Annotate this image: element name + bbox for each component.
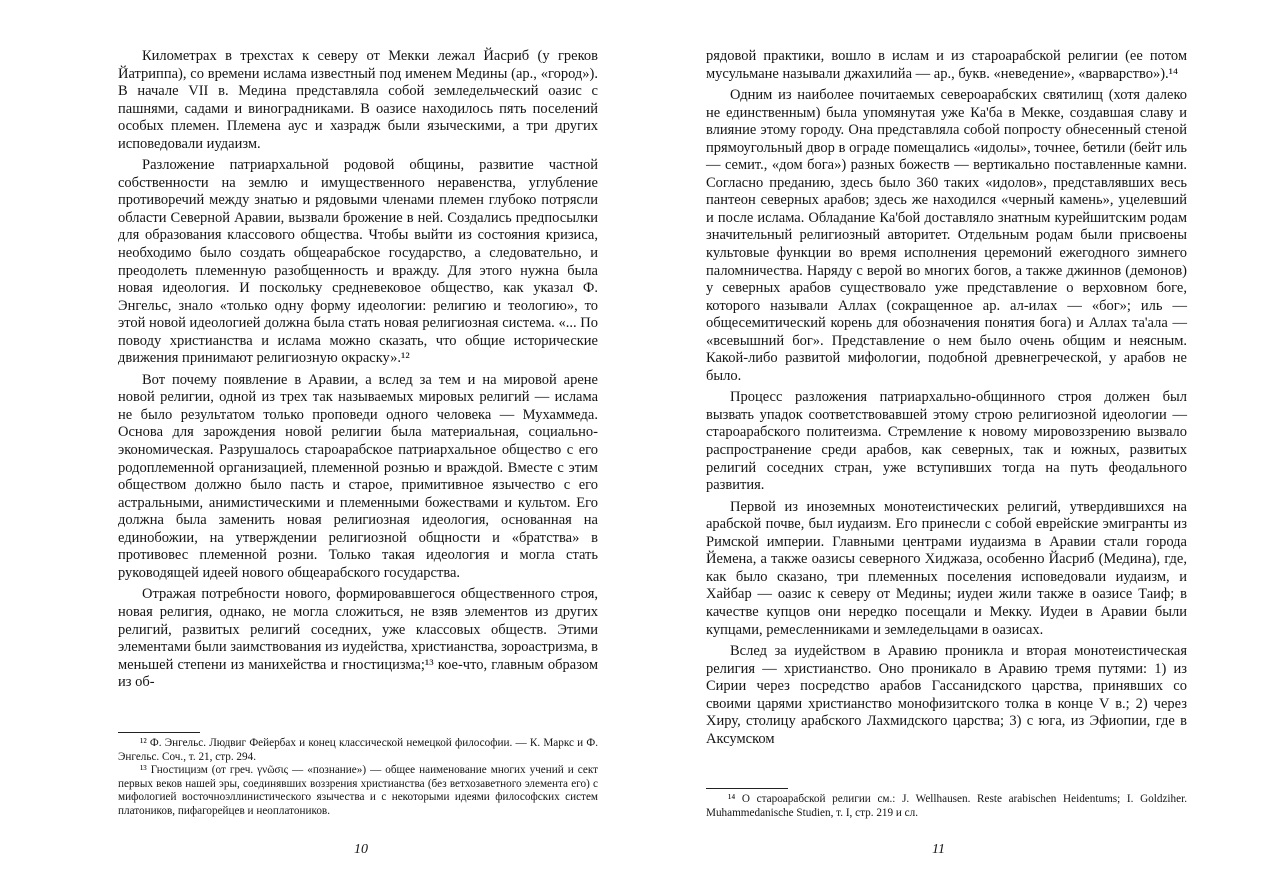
paragraph: Процесс разложения патриархально-общинного строя должен был вызвать упадок соответствовавшей этому строю религиозной идеологии — староарабского политеизма. Стремление к новому мировоззрению вызвало распространение среди арабов, как северных, так и южных, развитых религий соседних стран, уже вступивших тогда на путь феодального развития. [706, 389, 1187, 494]
page-number: 11 [932, 842, 945, 857]
footnote-divider [706, 788, 788, 789]
footnote: ¹³ Гностицизм (от греч. γνῶσις — «познание») — общее наименование многих учений и сект первых веков нашей эры, соединявших воззрения христианства (без ветхозаветного элемента его) с мифологией восточноэллинистического язычества и с некоторыми идеями философских систем платоников, пифагорейцев и неоплатоников. [118, 764, 598, 817]
paragraph: Вслед за иудейством в Аравию проникла и вторая монотеистическая религия — христианство. Оно проникало в Аравию тремя путями: 1) из Сирии через посредство арабов Гассанидского царства, принявших со своими царями христианство монофизитского толка в конце V в.; 2) через Хиру, столицу арабского Лахмидского царства; 3) с юга, из Эфиопии, где в Аксумском [706, 643, 1187, 747]
paragraph: Одним из наиболее почитаемых североарабских святилищ (хотя далеко не единственным) была упомянутая уже Ка'ба в Мекке, создавшая славу и влияние этому городу. Она представляла собой попросту обнесенный стеной прямоугольный двор в ограде помещались «идолы», точнее, бетили (бейт иль — семит., «дом бога») разных божеств — вертикально поставленные камни. Согласно преданию, здесь было 360 таких «идолов», представлявших весь пантеон северных арабов; здесь же находился «черный камень», уцелевший и после ислама. Обладание Ка'бой доставляло знатным курейшитским родам значительный религиозный авторитет. Отдельным родам были присвоены культовые функции во время исполнения церемоний ежегодного зимнего паломничества. Наряду с верой во многих богов, а также джиннов (демонов) у северных арабов существовало уже представление о верховном боге, которого называли Аллах (сокращенное ар. ал-илах — «бог»; иль — общесемитический корень для обозначения понятия бога) и Аллах та'ала — «всевышний бог». Представление о нем было очень общим и неясным. Какой-либо развитой мифологии, подобной древнегреческой, у арабов не было. [706, 87, 1187, 384]
right-page-body [706, 48, 1187, 748]
paragraph: Разложение патриархальной родовой общины, развитие частной собственности на землю и имущественного неравенства, углубление противоречий между знатью и рядовыми членами племен глубоко потрясли области Северной Аравии, вызвали брожение в ней. Создались предпосылки для образования классового общества. Чтобы выйти из состояния кризиса, необходимо было создать общеарабское государство, а следовательно, и преодолеть племенную разобщенность и вражду. Для этого нужна была новая идеология. И поскольку средневековое общество, как указал Ф. Энгельс, знало «только одну форму идеологии: религию и теологию», то этой новой идеологией должна была стать новая религиозная система. «... По поводу христианства и ислама можно сказать, что общие исторические движения принимают религиозную окраску».¹² [118, 157, 598, 367]
footnote: ¹⁴ О староарабской религии см.: J. Wellhausen. Reste arabischen Heidentums; I. Goldziher. Muhammedanische Studien, т. I, стр. 219 и сл. [706, 793, 1187, 819]
left-page [118, 0, 598, 888]
left-page-body [118, 48, 598, 692]
right-page [706, 0, 1187, 888]
paragraph: Вот почему появление в Аравии, а вслед за тем и на мировой арене новой религии, одной из трех так называемых мировых религий — ислама не было результатом только проповеди одного человека — Мухаммеда. Основа для зарождения новой религии была материальная, социально-экономическая. Разрушалось староарабское патриархальное общество с его родоплеменной организацией, племенной рознью и враждой. Вместе с этим обществом должно было пасть и старое, примитивное язычество с его астральными, анимистическими и племенными божествами и культом. Его должна была заменить новая религиозная идеология, основанная на единобожии, на утверждении религиозной общности и «братства» в противовес племенной розни. Только такая идеология и могла стать руководящей идеей нового общеарабского государства. [118, 371, 598, 581]
paragraph: Отражая потребности нового, формировавшегося общественного строя, новая религия, однако, не могла сложиться, не взяв элементов из других религий, развитых религий соседних, уже классовых обществ. Этими элементами были заимствования из иудейства, христианства, зороастризма, в меньшей степени из манихейства и гностицизма;¹³ кое-что, главным образом из об- [118, 586, 598, 691]
paragraph: Километрах в трехстах к северу от Мекки лежал Йасриб (у греков Йатриппа), со времени ислама известный под именем Медины (ар., «город»). В начале VII в. Медина представляла собой земледельческий оазис с пашнями, садами и виноградниками. В оазисе находилось пять поселений особых племен. Племена аус и хазрадж были языческими, а три других исповедовали иудаизм. [118, 48, 598, 152]
footnote: ¹² Ф. Энгельс. Людвиг Фейербах и конец классической немецкой философии. — К. Маркс и Ф. Энгельс. Соч., т. 21, стр. 294. [118, 737, 598, 763]
right-page-footnotes [706, 793, 1187, 820]
page-number: 10 [354, 842, 368, 857]
footnote-divider [118, 732, 200, 733]
paragraph: Первой из иноземных монотеистических религий, утвердившихся на арабской почве, был иудаизм. Его принесли с собой еврейские эмигранты из Римской империи. Главными центрами иудаизма в Аравии стали города Йемена, а также оазисы северного Хиджаза, особенно Йасриб (Медина), где, как было сказано, три племенных поселения исповедовали иудаизм, и Хайбар — оазис к северу от Медины; иудеи жили также в оазисе Таиф; в качестве купцов они нередко посещали и Мекку. Иудеи в Аравии были купцами, ремесленниками и земледельцами в оазисах. [706, 498, 1187, 638]
left-page-footnotes [118, 737, 598, 819]
paragraph: рядовой практики, вошло в ислам и из староарабской религии (ее потом мусульмане называли джахилийа — ар., букв. «неведение», «варварство»).¹⁴ [706, 48, 1187, 82]
